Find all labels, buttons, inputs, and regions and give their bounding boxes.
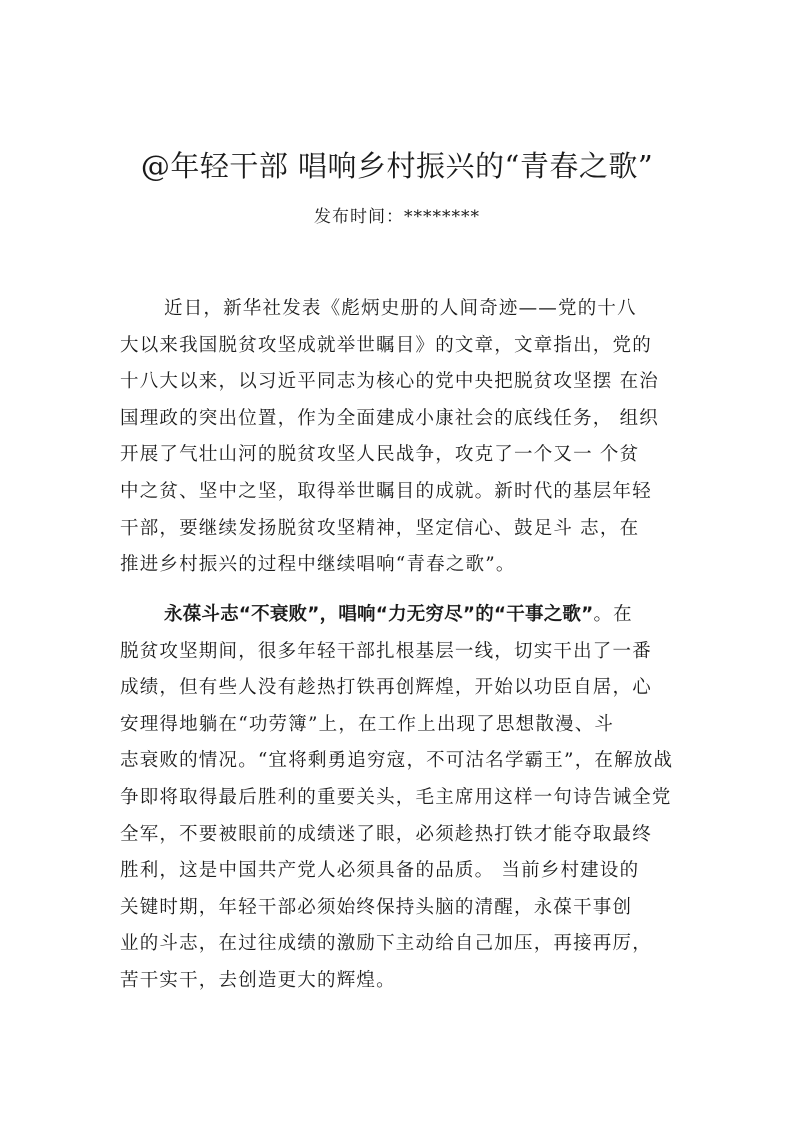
text-line: 近日，新华社发表《彪炳史册的人间奇迹——党的十八 <box>164 298 637 319</box>
paragraph-intro <box>120 291 695 584</box>
text-line: 成绩，但有些人没有趁热打铁再创辉煌，开始以功臣自居，心 <box>120 677 652 699</box>
text-line: 中之贫、坚中之坚，取得举世瞩目的成就。新时代的基层年轻 <box>120 480 652 502</box>
text-line: 争即将取得最后胜利的重要关头，毛主席用这样一句诗告诫全党 <box>120 786 672 808</box>
document-title: @年轻干部 唱响乡村振兴的“青春之歌” <box>140 149 654 183</box>
text-line: 干部，要继续发扬脱贫攻坚精神，坚定信心、鼓足斗 志，在 <box>120 517 640 539</box>
text-line: 志衰败的情况。“宜将剩勇追穷寇，不可沽名学霸王”，在解放战 <box>120 750 674 772</box>
section-heading-tail: 。在 <box>593 604 633 625</box>
text-line: 苦干实干，去创造更大的辉煌。 <box>120 969 396 991</box>
text-line: 全军，不要被眼前的成绩迷了眼，必须趁热打铁才能夺取最终 <box>120 823 652 845</box>
text-line: 大以来我国脱贫攻坚成就举世瞩目》的文章，文章指出，党的 <box>120 334 652 356</box>
text-line: 国理政的突出位置，作为全面建成小康社会的底线任务， 组织 <box>120 407 659 429</box>
text-line: 业的斗志，在过往成绩的激励下主动给自己加压，再接再厉， <box>120 933 652 955</box>
paragraph-section-one <box>120 597 695 1000</box>
publish-time: 发布时间：******** <box>314 207 480 227</box>
text-line: 关键时期，年轻干部必须始终保持头脑的清醒，永葆干事创 <box>120 896 633 918</box>
text-line: 推进乡村振兴的过程中继续唱响“青春之歌”。 <box>120 554 516 576</box>
text-line: 十八大以来，以习近平同志为核心的党中央把脱贫攻坚摆 在治 <box>120 371 659 393</box>
text-line: 脱贫攻坚期间，很多年轻干部扎根基层一线，切实干出了一番 <box>120 640 652 662</box>
text-line: 胜利，这是中国共产党人必须具备的品质。 当前乡村建设的 <box>120 860 640 882</box>
text-line: 安理得地躺在“功劳簿”上，在工作上出现了思想散漫、斗 <box>120 713 615 735</box>
section-heading: 永葆斗志“不衰败”，唱响“力无穷尽”的“干事之歌” <box>164 604 594 625</box>
text-line: 开展了气壮山河的脱贫攻坚人民战争，攻克了一个又一 个贫 <box>120 444 640 466</box>
text-line <box>120 597 695 634</box>
